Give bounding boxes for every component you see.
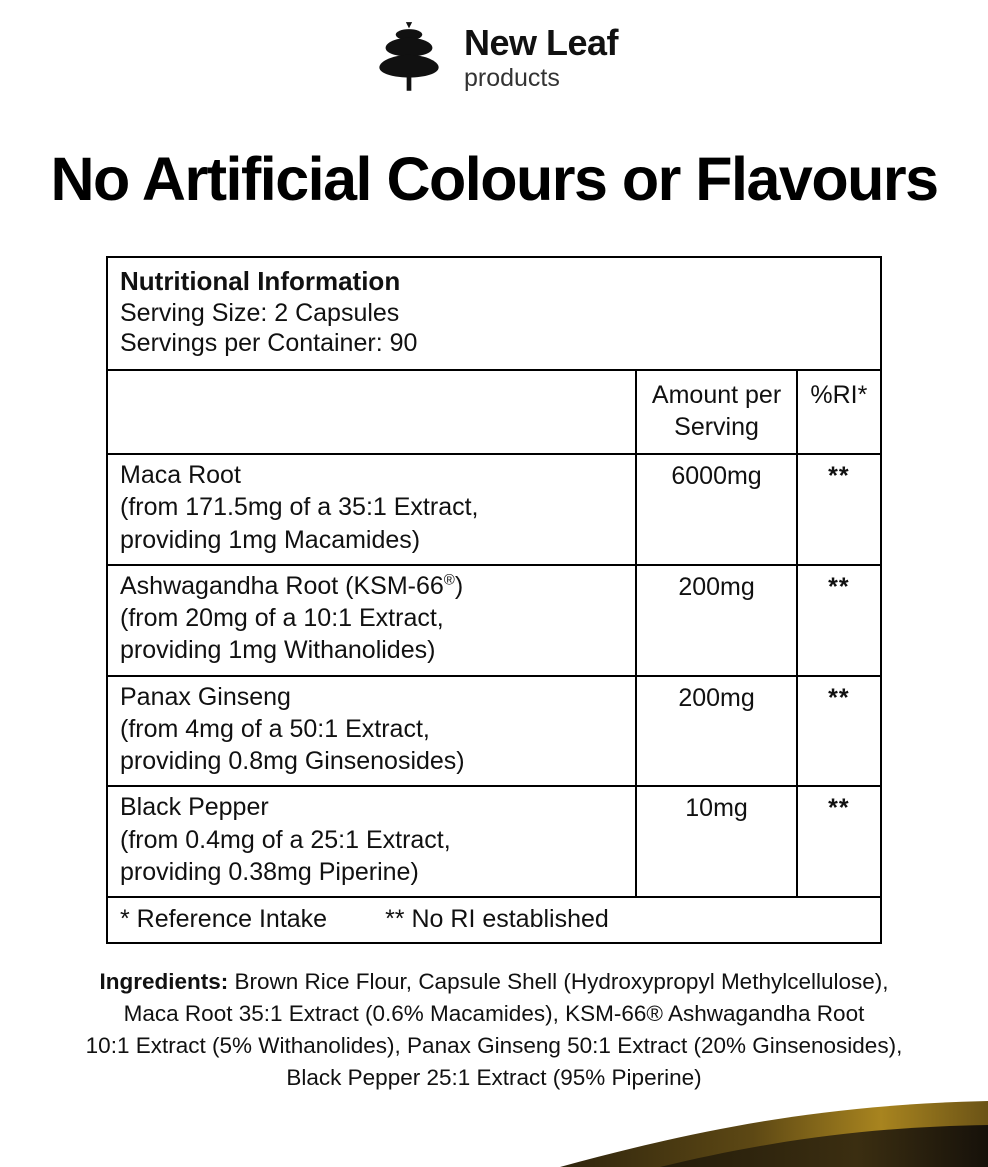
ingredient-ri: **: [797, 676, 881, 787]
new-leaf-tree-logo-icon: [370, 19, 448, 97]
ingredient-ri: **: [797, 565, 881, 676]
ingredient-detail-1: (from 4mg of a 50:1 Extract,: [120, 714, 430, 743]
column-header-amount: Amount per Serving: [636, 370, 796, 455]
ingredient-detail-2: providing 0.38mg Piperine): [120, 857, 419, 886]
ingredient-name-tail: ): [454, 571, 464, 600]
ingredients-line-4: Black Pepper 25:1 Extract (95% Piperine): [286, 1065, 702, 1091]
ingredient-detail-1: (from 171.5mg of a 35:1 Extract,: [120, 493, 479, 522]
ingredient-detail-2: providing 0.8mg Ginsenosides): [120, 747, 465, 776]
ingredient-amount: 200mg: [636, 676, 796, 787]
table-footnote-row: [107, 897, 881, 943]
ingredients-block: [29, 966, 959, 1094]
table-row: [107, 676, 881, 787]
ingredients-line-1: [29, 966, 959, 998]
ingredient-amount: 10mg: [636, 786, 796, 897]
column-header-ri: %RI*: [797, 370, 881, 455]
footnote-no-ri: ** No RI established: [385, 905, 609, 934]
ingredient-name-cell: [107, 676, 636, 787]
ingredient-amount: 6000mg: [636, 454, 796, 565]
bottom-decorative-swoosh: [0, 1095, 988, 1167]
brand-wordmark: [463, 22, 619, 92]
footnote-reference-intake: * Reference Intake: [120, 905, 328, 934]
serving-size: Serving Size: 2 Capsules: [120, 298, 400, 327]
ingredients-line-2: Maca Root 35:1 Extract (0.6% Macamides), KSM-66® Ashwagandha Root: [123, 1001, 865, 1027]
ingredient-name: Ashwagandha Root (KSM-66: [120, 571, 444, 600]
ingredient-detail-2: providing 1mg Withanolides): [120, 636, 436, 665]
ingredients-text-1: Brown Rice Flour, Capsule Shell (Hydroxypropyl Methylcellulose),: [228, 969, 889, 995]
table-row: [107, 565, 881, 676]
table-row: [107, 454, 881, 565]
ingredient-ri: **: [797, 786, 881, 897]
nutrition-panel: [106, 256, 882, 944]
brand-name: New Leaf: [463, 22, 619, 63]
servings-per-container: Servings per Container: 90: [120, 329, 418, 358]
ingredient-detail-1: (from 20mg of a 10:1 Extract,: [120, 604, 444, 633]
ingredient-name: Panax Ginseng: [120, 682, 291, 711]
ingredient-name-cell: [107, 786, 636, 897]
column-header-blank: [107, 370, 636, 455]
footnote-cell: [107, 897, 881, 943]
table-row: [107, 786, 881, 897]
ingredients-line-3: 10:1 Extract (5% Withanolides), Panax Ginseng 50:1 Extract (20% Ginsenosides),: [85, 1033, 903, 1059]
ingredient-name: Maca Root: [120, 461, 241, 490]
table-column-headers: [107, 370, 881, 455]
ingredient-amount: 200mg: [636, 565, 796, 676]
ingredient-ri: **: [797, 454, 881, 565]
nutrition-table: [106, 256, 882, 944]
nutrition-heading-cell: [107, 257, 881, 370]
ingredients-label: Ingredients:: [99, 969, 229, 995]
ingredient-name-cell: [107, 565, 636, 676]
table-header-block: [107, 257, 881, 370]
ingredient-name: Black Pepper: [120, 793, 269, 822]
ingredient-detail-1: (from 0.4mg of a 25:1 Extract,: [120, 825, 451, 854]
page-title: No Artificial Colours or Flavours: [50, 145, 938, 213]
registered-mark-icon: ®: [443, 571, 455, 589]
brand-header: [0, 0, 988, 92]
ingredient-name-line: [120, 570, 625, 602]
nutrition-title: Nutritional Information: [120, 266, 401, 296]
ingredient-name-cell: [107, 454, 636, 565]
ingredient-detail-2: providing 1mg Macamides): [120, 525, 421, 554]
brand-subtitle: products: [463, 64, 560, 92]
